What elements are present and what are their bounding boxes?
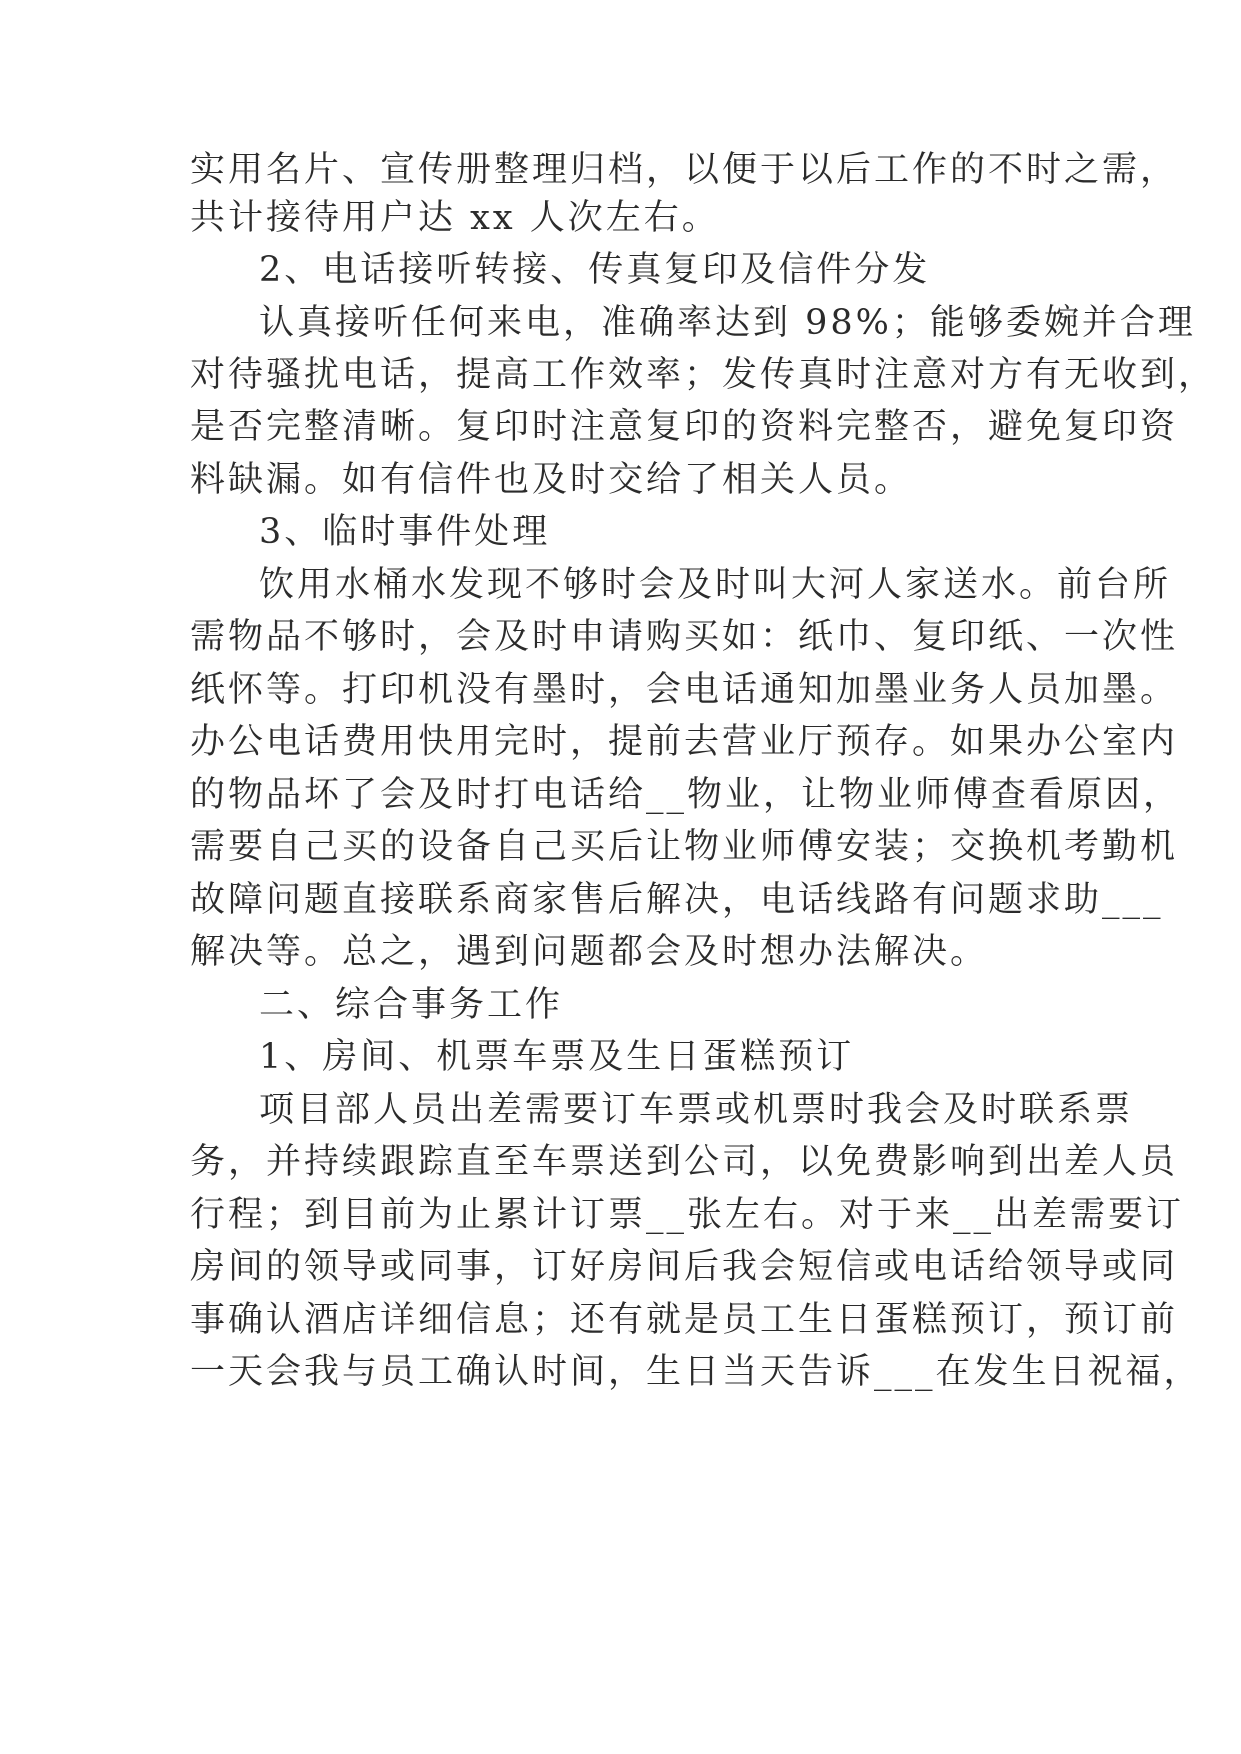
text-line: 共计接待用户达 xx 人次左右。 [190,198,720,238]
text-line: 行程；到目前为止累计订票__张左右。对于来__出差需要订 [190,1195,1185,1235]
text-line: 房间的领导或同事，订好房间后我会短信或电话给领导或同 [190,1247,1179,1287]
text-line: 一天会我与员工确认时间，生日当天告诉___在发生日祝福， [190,1352,1202,1392]
text-line: 实用名片、宣传册整理归档，以便于以后工作的不时之需， [190,150,1179,190]
section-heading: 2、电话接听转接、传真复印及信件分发 [259,250,931,290]
text-line: 项目部人员出差需要订车票或机票时我会及时联系票 [259,1090,1134,1130]
text-line: 的物品坏了会及时打电话给__物业，让物业师傅查看原因， [190,775,1182,815]
text-line: 饮用水桶水发现不够时会及时叫大河人家送水。前台所 [259,565,1172,605]
text-line: 务，并持续跟踪直至车票送到公司，以免费影响到出差人员 [190,1142,1179,1182]
text-line: 纸怀等。打印机没有墨时，会电话通知加墨业务人员加墨。 [190,670,1179,710]
text-line: 故障问题直接联系商家售后解决，电话线路有问题求助___ [190,880,1164,920]
text-line: 认真接听任何来电，准确率达到 98%；能够委婉并合理 [259,303,1196,343]
text-line: 对待骚扰电话，提高工作效率；发传真时注意对方有无收到， [190,355,1217,395]
text-line: 料缺漏。如有信件也及时交给了相关人员。 [190,460,913,500]
text-line: 解决等。总之，遇到问题都会及时想办法解决。 [190,932,989,972]
text-line: 是否完整清晰。复印时注意复印的资料完整否，避免复印资 [190,407,1179,447]
text-line: 办公电话费用快用完时，提前去营业厅预存。如果办公室内 [190,722,1179,762]
text-line: 事确认酒店详细信息；还有就是员工生日蛋糕预订，预订前 [190,1300,1179,1340]
section-heading: 二、综合事务工作 [259,985,564,1025]
text-line: 需要自己买的设备自己买后让物业师傅安装；交换机考勤机 [190,827,1179,867]
text-line: 需物品不够时，会及时申请购买如：纸巾、复印纸、一次性 [190,617,1179,657]
section-heading: 3、临时事件处理 [259,512,551,552]
section-heading: 1、房间、机票车票及生日蛋糕预订 [259,1037,855,1077]
